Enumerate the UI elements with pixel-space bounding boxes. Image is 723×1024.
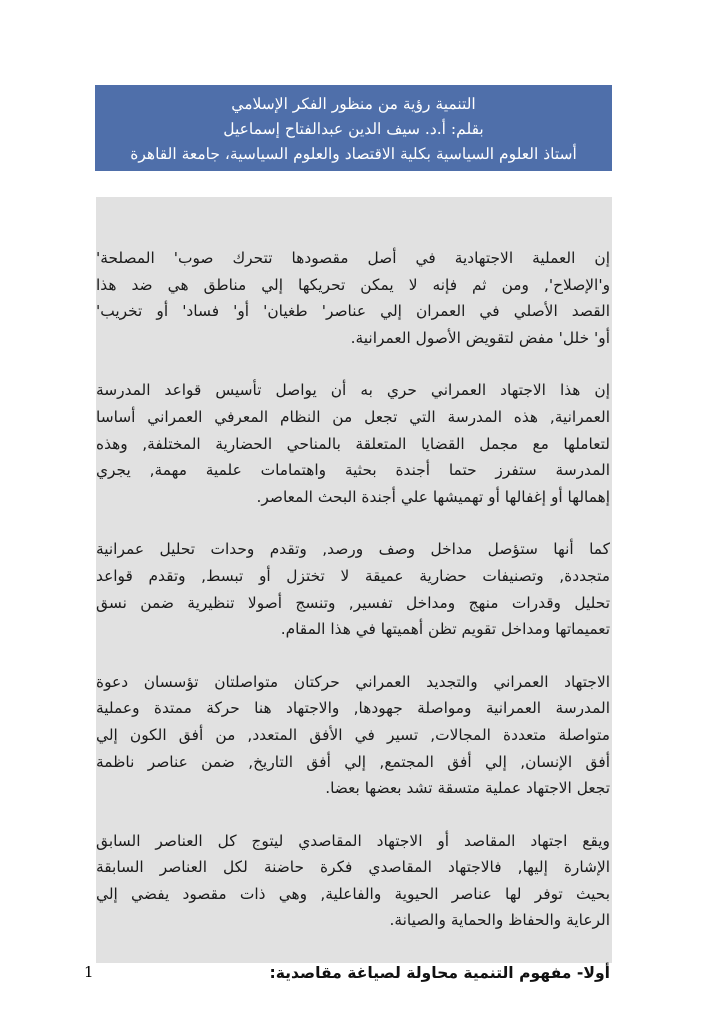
paragraph [96, 377, 610, 510]
text-line: تحليل وقدرات منهج ومداخل تفسير, وتنسج أصولا تنظيرية ضمن نسق [96, 593, 610, 612]
text-line: تجعل الاجتهاد عملية متسقة تشد بعضها بعضا. [325, 779, 610, 798]
section-heading: أولا- مفهوم التنمية محاولة لصياغة مقاصدية: [269, 964, 610, 983]
text-line: كما أنها ستؤصل مداخل وصف ورصد, وتقدم وحدات تحليل عمرانية [96, 540, 610, 559]
text-line: العمرانية, هذه المدرسة التي تجعل من النظام المعرفي العمراني أساسا [96, 407, 610, 426]
text-line: القصد الأصلي في العمران إلي عناصر' طغيان' أو' فساد' أو تخريب' [96, 302, 610, 321]
text-line: أو' خلل' مفض لتقويض الأصول العمرانية. [350, 328, 610, 347]
article-header [95, 85, 612, 171]
text-line: بحيث توفر لها عناصر الحيوية والفاعلية, وهي ذات مقصود يفضي إلي [96, 884, 610, 903]
text-line: ويقع اجتهاد المقاصد أو الاجتهاد المقاصدي ليتوج كل العناصر السابق [96, 831, 610, 850]
author-affiliation: أستاذ العلوم السياسية بكلية الاقتصاد والعلوم السياسية، جامعة القاهرة [130, 144, 577, 163]
article-title: التنمية رؤية من منظور الفكر الإسلامي [231, 94, 476, 113]
text-line: و'الإصلاح', ومن ثم فإنه لا يمكن تحريكها إلي مناطق هي ضد هذا [96, 275, 610, 294]
text-line: الرعاية والحفاظ والحماية والصيانة. [389, 911, 610, 930]
text-line: متجددة, وتصنيفات حضارية عميقة لا تختزل أو تبسط, وتقدم قواعد [96, 566, 610, 585]
text-line: تعميماتها ومداخل تقويم تظن أهميتها في هذا المقام. [280, 620, 610, 639]
author-line: بقلم: أ.د. سيف الدين عبدالفتاح إسماعيل [223, 119, 484, 138]
article-body [96, 197, 612, 983]
text-line: المدرسة ستفرز حتما أجندة بحثية واهتمامات علمية مهمة, يجري [96, 461, 610, 480]
page-number: 1 [84, 963, 94, 981]
paragraph [96, 536, 610, 642]
paragraph [96, 669, 610, 802]
text-line: الاجتهاد العمراني والتجديد العمراني حركتان متواصلتان تؤسسان دعوة [96, 672, 610, 691]
text-line: متواصلة متعددة المجالات, تسير في الأفق المتعدد, من أفق الكون إلي [96, 725, 610, 744]
paragraph [96, 245, 610, 351]
text-line: الإشارة إليها, فالاجتهاد المقاصدي فكرة حاضنة لكل العناصر السابقة [96, 858, 610, 877]
text-line: إن العملية الاجتهادية في أصل مقصودها تتحرك صوب' المصلحة' [96, 249, 610, 267]
text-line: أفق الإنسان, إلي أفق المجتمع, إلي أفق التاريخ, ضمن عناصر ناظمة [96, 752, 610, 771]
text-line: إهمالها أو إغفالها أو تهميشها علي أجندة البحث المعاصر. [256, 487, 610, 506]
paragraph [96, 828, 610, 934]
text-line: إن هذا الاجتهاد العمراني حري به أن يواصل تأسيس قواعد المدرسة [96, 381, 610, 400]
text-line: المدرسة العمرانية ومواصلة جهودها, والاجتهاد هنا حركة ممتدة وعملية [96, 699, 610, 718]
text-line: لتعاملها مع مجمل القضايا المتعلقة بالمناحي الحضارية المختلفة, وهذه [96, 434, 610, 453]
